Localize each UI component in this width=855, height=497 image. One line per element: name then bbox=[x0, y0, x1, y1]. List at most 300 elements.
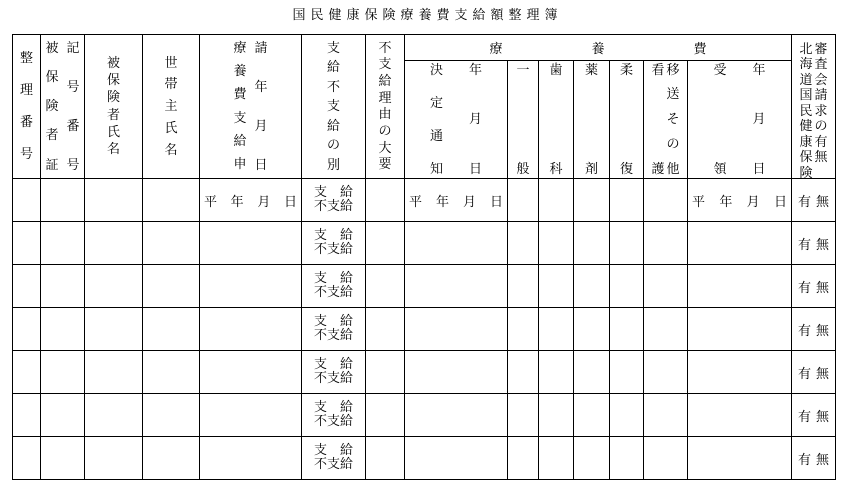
table-row bbox=[13, 265, 836, 308]
header-shikyu-betsu-text bbox=[302, 42, 365, 172]
cell-juryo-date[interactable] bbox=[688, 179, 792, 222]
header-char: 由 bbox=[378, 107, 392, 123]
ryoyohi-group-label bbox=[405, 38, 791, 57]
cell-shikyu-betsu[interactable] bbox=[302, 222, 366, 265]
header-char: 月 bbox=[469, 112, 483, 127]
cell-shimei[interactable] bbox=[85, 265, 143, 308]
date-token: 平 bbox=[204, 194, 218, 210]
header-char: 被 bbox=[106, 55, 120, 71]
cell-shinsei-date[interactable] bbox=[200, 179, 302, 222]
header-char: 月 bbox=[254, 118, 268, 134]
cell-seiri[interactable] bbox=[13, 437, 41, 480]
yesno-options bbox=[792, 363, 835, 382]
header-char: 国 bbox=[799, 88, 813, 103]
header-char: 療 bbox=[489, 42, 503, 57]
table-row bbox=[13, 308, 836, 351]
shikyu-option[interactable]: 不支給 bbox=[313, 457, 353, 472]
header-char: 支 bbox=[326, 99, 340, 114]
cell-juryo-date[interactable] bbox=[688, 437, 792, 480]
date-token: 月 bbox=[257, 194, 271, 210]
yesno-options bbox=[792, 277, 835, 296]
shikyu-option[interactable]: 不支給 bbox=[313, 414, 353, 429]
cell-shimei[interactable] bbox=[85, 394, 143, 437]
header-char: 帯 bbox=[164, 77, 178, 93]
header-char: 号 bbox=[66, 157, 80, 173]
shikyu-option[interactable]: 支 給 bbox=[313, 314, 353, 329]
ledger-table bbox=[12, 34, 836, 480]
cell-hihokensha-sho[interactable] bbox=[41, 308, 85, 351]
header-char: 費 bbox=[233, 87, 247, 103]
cell-juufuku[interactable] bbox=[610, 308, 644, 351]
header-shinsei-nengappi bbox=[200, 35, 302, 179]
cell-shimei[interactable] bbox=[85, 351, 143, 394]
header-char: 薬 bbox=[584, 62, 598, 78]
header-char: 柔 bbox=[619, 62, 633, 78]
date-token: 日 bbox=[773, 194, 787, 210]
header-char: 科 bbox=[549, 161, 563, 177]
cell-shika[interactable] bbox=[539, 394, 574, 437]
shikyu-option[interactable]: 支 給 bbox=[313, 228, 353, 243]
date-token: 平 bbox=[409, 194, 423, 210]
cell-shika[interactable] bbox=[539, 351, 574, 394]
cell-yakuzai[interactable] bbox=[574, 308, 610, 351]
header-char: 大 bbox=[378, 140, 392, 156]
header-char: 支 bbox=[378, 57, 392, 73]
header-char: 支 bbox=[326, 40, 340, 56]
cell-fushikyu-riyu[interactable] bbox=[366, 394, 405, 437]
header-hihokensha-sho-pair bbox=[41, 42, 84, 172]
page-title: 国民健康保険療養費支給額整理簿 bbox=[292, 8, 563, 23]
header-sonota-right bbox=[667, 64, 680, 176]
cell-ippan[interactable] bbox=[508, 351, 539, 394]
header-char: 年 bbox=[254, 79, 268, 95]
header-char: 請 bbox=[814, 88, 828, 103]
cell-shinsakai-umu[interactable] bbox=[792, 179, 836, 222]
cell-ippan[interactable] bbox=[508, 308, 539, 351]
shikyu-option[interactable]: 支 給 bbox=[313, 400, 353, 415]
header-char: 者 bbox=[106, 107, 120, 123]
cell-shimei[interactable] bbox=[85, 437, 143, 480]
cell-shimei[interactable] bbox=[85, 179, 143, 222]
cell-hihokensha-sho[interactable] bbox=[41, 394, 85, 437]
header-char: 養 bbox=[591, 42, 605, 57]
cell-shinsakai-umu[interactable] bbox=[792, 222, 836, 265]
header-char: 不 bbox=[326, 79, 340, 95]
header-hihokensha-shimei-text bbox=[85, 57, 142, 157]
header-juryo-nengappi-pair bbox=[688, 64, 791, 176]
cell-ippan[interactable] bbox=[508, 437, 539, 480]
header-char: 月 bbox=[752, 112, 766, 127]
table-row bbox=[13, 394, 836, 437]
yesno-option[interactable]: 無 bbox=[815, 409, 829, 425]
cell-kettei-date[interactable] bbox=[405, 265, 508, 308]
yesno-option[interactable]: 無 bbox=[815, 323, 829, 339]
cell-juufuku[interactable] bbox=[610, 351, 644, 394]
header-char: 北 bbox=[799, 41, 813, 57]
table-row bbox=[13, 179, 836, 222]
date-token: 月 bbox=[462, 194, 476, 210]
header-char: 給 bbox=[378, 73, 392, 89]
header-shinsakai-pair bbox=[792, 41, 835, 181]
yesno-option[interactable]: 無 bbox=[815, 194, 829, 210]
header-char: 証 bbox=[45, 157, 59, 173]
header-char: 年 bbox=[469, 62, 483, 78]
cell-juryo-date[interactable] bbox=[688, 308, 792, 351]
header-char: 名 bbox=[164, 142, 178, 158]
header-shinsei-nengappi-pair bbox=[200, 42, 301, 172]
cell-yakuzai[interactable] bbox=[574, 394, 610, 437]
cell-seiri[interactable] bbox=[13, 222, 41, 265]
header-char: 整 bbox=[19, 50, 33, 66]
cell-shika[interactable] bbox=[539, 179, 574, 222]
cell-hihokensha-sho[interactable] bbox=[41, 437, 85, 480]
yesno-option[interactable]: 無 bbox=[815, 280, 829, 296]
header-char: 康 bbox=[799, 134, 813, 150]
cell-shinsei-date-tokens bbox=[200, 191, 301, 210]
header-char: 名 bbox=[106, 142, 120, 158]
shikyu-option[interactable]: 支 給 bbox=[313, 357, 353, 372]
cell-hihokensha-sho[interactable] bbox=[41, 265, 85, 308]
yesno-option[interactable]: 有 bbox=[798, 409, 812, 425]
cell-kettei-date-tokens bbox=[405, 191, 507, 210]
date-token: 年 bbox=[230, 194, 244, 210]
header-char: 領 bbox=[713, 161, 727, 177]
cell-fushikyu-riyu[interactable] bbox=[366, 179, 405, 222]
yesno-option[interactable]: 有 bbox=[798, 323, 812, 339]
header-juufuku-text bbox=[610, 64, 643, 176]
cell-shinsakai-umu[interactable] bbox=[792, 394, 836, 437]
cell-shikyu-betsu[interactable] bbox=[302, 394, 366, 437]
cell-shinsei-date[interactable] bbox=[200, 437, 302, 480]
header-char: 知 bbox=[429, 161, 443, 177]
shikyu-option[interactable]: 支 給 bbox=[313, 271, 353, 286]
header-sonota-pair bbox=[644, 64, 687, 176]
cell-yakuzai[interactable] bbox=[574, 437, 610, 480]
cell-fushikyu-riyu[interactable] bbox=[366, 308, 405, 351]
cell-hihokensha-sho[interactable] bbox=[41, 222, 85, 265]
header-char: 般 bbox=[516, 161, 530, 177]
header-fushikyu-riyu bbox=[366, 35, 405, 179]
header-char: 療 bbox=[233, 40, 247, 56]
header-char: 日 bbox=[469, 161, 483, 177]
yesno-option[interactable]: 有 bbox=[798, 194, 812, 210]
cell-shikyu-betsu[interactable] bbox=[302, 265, 366, 308]
cell-setainushi[interactable] bbox=[143, 265, 200, 308]
header-shinsakai-seikyu bbox=[792, 35, 836, 179]
cell-shikyu-betsu[interactable] bbox=[302, 351, 366, 394]
cell-ippan[interactable] bbox=[508, 394, 539, 437]
cell-shika[interactable] bbox=[539, 265, 574, 308]
header-shika-text bbox=[539, 64, 573, 176]
yesno-option[interactable]: 有 bbox=[798, 366, 812, 382]
header-setainushi-shimei-text bbox=[143, 57, 199, 157]
header-char: 受 bbox=[713, 62, 727, 78]
cell-sonota[interactable] bbox=[644, 265, 688, 308]
header-char: 理 bbox=[19, 82, 33, 98]
header-char: 定 bbox=[429, 95, 443, 111]
header-char: 日 bbox=[752, 161, 766, 177]
yesno-options bbox=[792, 406, 835, 425]
cell-ippan[interactable] bbox=[508, 222, 539, 265]
header-char: 民 bbox=[799, 103, 813, 119]
header-sonota bbox=[644, 61, 688, 179]
cell-shikyu-betsu[interactable] bbox=[302, 179, 366, 222]
cell-fushikyu-riyu[interactable] bbox=[366, 351, 405, 394]
header-juryo-nengappi-right bbox=[753, 64, 766, 176]
header-char: 有 bbox=[814, 134, 828, 150]
cell-yakuzai[interactable] bbox=[574, 265, 610, 308]
header-sonota-left bbox=[651, 64, 664, 176]
header-char: 給 bbox=[233, 134, 247, 150]
header-char: 支 bbox=[233, 110, 247, 126]
yesno-option[interactable]: 有 bbox=[798, 452, 812, 468]
header-char: 番 bbox=[66, 118, 80, 134]
header-char: 他 bbox=[666, 161, 680, 177]
header-char: 主 bbox=[164, 99, 178, 114]
header-kettei-tsuchi-left bbox=[430, 64, 443, 176]
cell-hihokensha-sho[interactable] bbox=[41, 351, 85, 394]
header-char: 保 bbox=[45, 69, 59, 85]
header-char: 請 bbox=[254, 40, 268, 56]
header-char: 理 bbox=[378, 90, 392, 106]
shikyu-option[interactable]: 不支給 bbox=[313, 285, 353, 300]
header-shinsei-nengappi-left bbox=[233, 42, 246, 172]
header-char: 養 bbox=[233, 63, 247, 79]
header-hihokensha-sho-left bbox=[45, 42, 58, 172]
header-char: 保 bbox=[106, 72, 120, 88]
cell-seiri[interactable] bbox=[13, 308, 41, 351]
date-token: 月 bbox=[746, 194, 760, 210]
header-shinsakai-right bbox=[815, 42, 828, 166]
date-token: 日 bbox=[283, 194, 297, 210]
cell-juryo-date[interactable] bbox=[688, 222, 792, 265]
cell-fushikyu-riyu[interactable] bbox=[366, 265, 405, 308]
header-hihokensha-sho-right bbox=[67, 42, 80, 172]
cell-kettei-date[interactable] bbox=[405, 437, 508, 480]
header-yakuzai-text bbox=[574, 64, 609, 176]
header-char: 歯 bbox=[549, 62, 563, 78]
cell-yakuzai[interactable] bbox=[574, 179, 610, 222]
cell-juryo-date[interactable] bbox=[688, 394, 792, 437]
header-char: 無 bbox=[814, 150, 828, 165]
cell-sonota[interactable] bbox=[644, 437, 688, 480]
header-char: 年 bbox=[752, 62, 766, 78]
cell-kettei-date[interactable] bbox=[405, 394, 508, 437]
header-char: 申 bbox=[233, 157, 247, 173]
cell-shinsakai-umu[interactable] bbox=[792, 437, 836, 480]
header-shika bbox=[539, 61, 574, 179]
header-kettei-tsuchi-pair bbox=[405, 64, 507, 176]
table-row bbox=[13, 437, 836, 480]
shikyu-option[interactable]: 支 給 bbox=[313, 185, 353, 200]
cell-sonota[interactable] bbox=[644, 394, 688, 437]
header-hihokensha-sho bbox=[41, 35, 85, 179]
header-char: 険 bbox=[106, 90, 120, 106]
header-char: の bbox=[666, 136, 680, 152]
header-char: 氏 bbox=[164, 120, 178, 136]
cell-juufuku[interactable] bbox=[610, 222, 644, 265]
yesno-options bbox=[792, 191, 835, 210]
header-char: の bbox=[326, 138, 340, 153]
cell-shinsei-date[interactable] bbox=[200, 222, 302, 265]
header-ippan-text bbox=[508, 64, 538, 176]
shikyu-option[interactable]: 不支給 bbox=[313, 199, 353, 214]
yesno-options bbox=[792, 234, 835, 253]
header-char: 審 bbox=[814, 41, 828, 57]
cell-setainushi[interactable] bbox=[143, 437, 200, 480]
date-token: 年 bbox=[435, 194, 449, 210]
cell-seiri[interactable] bbox=[13, 179, 41, 222]
yesno-option[interactable]: 無 bbox=[815, 237, 829, 253]
header-ippan bbox=[508, 61, 539, 179]
date-token: 平 bbox=[692, 194, 706, 210]
header-char: 求 bbox=[814, 103, 828, 119]
header-kettei-tsuchi-right bbox=[469, 64, 482, 176]
cell-fushikyu-riyu[interactable] bbox=[366, 437, 405, 480]
cell-kettei-date[interactable] bbox=[405, 351, 508, 394]
shikyu-option[interactable]: 不支給 bbox=[313, 242, 353, 257]
header-char: 通 bbox=[429, 128, 443, 144]
header-kettei-tsuchi bbox=[405, 61, 508, 179]
header-char: 復 bbox=[619, 161, 633, 177]
cell-juufuku[interactable] bbox=[610, 394, 644, 437]
header-char: 看 bbox=[651, 62, 665, 78]
header-char: 要 bbox=[378, 157, 392, 173]
header-char: 不 bbox=[378, 40, 392, 56]
cell-seiri[interactable] bbox=[13, 351, 41, 394]
cell-sonota[interactable] bbox=[644, 179, 688, 222]
yesno-options bbox=[792, 320, 835, 339]
cell-shika[interactable] bbox=[539, 308, 574, 351]
cell-juryo-date-tokens bbox=[688, 191, 791, 210]
header-char: 会 bbox=[814, 72, 828, 88]
yesno-option[interactable]: 有 bbox=[798, 237, 812, 253]
header-char: の bbox=[814, 119, 828, 134]
cell-shika[interactable] bbox=[539, 222, 574, 265]
cell-juufuku[interactable] bbox=[610, 437, 644, 480]
header-char: 号 bbox=[66, 79, 80, 95]
cell-seiri[interactable] bbox=[13, 394, 41, 437]
header-juryo-nengappi bbox=[688, 61, 792, 179]
header-char: 健 bbox=[799, 119, 813, 134]
cell-juufuku[interactable] bbox=[610, 179, 644, 222]
cell-juufuku[interactable] bbox=[610, 265, 644, 308]
cell-setainushi[interactable] bbox=[143, 308, 200, 351]
header-char: 海 bbox=[799, 57, 813, 72]
cell-shikyu-betsu[interactable] bbox=[302, 437, 366, 480]
header-seiri-bango-text bbox=[13, 52, 40, 162]
cell-shinsakai-umu[interactable] bbox=[792, 308, 836, 351]
header-char: 者 bbox=[45, 128, 59, 144]
date-token: 年 bbox=[719, 194, 733, 210]
cell-juryo-date[interactable] bbox=[688, 351, 792, 394]
shikyu-option[interactable]: 不支給 bbox=[313, 328, 353, 343]
header-yakuzai bbox=[574, 61, 610, 179]
header-char: 給 bbox=[326, 60, 340, 75]
header-char: 記 bbox=[66, 40, 80, 56]
yesno-option[interactable]: 無 bbox=[815, 366, 829, 382]
header-shinsei-nengappi-right bbox=[255, 42, 268, 172]
cell-sonota[interactable] bbox=[644, 351, 688, 394]
header-char: 道 bbox=[799, 72, 813, 88]
header-char: 一 bbox=[516, 62, 530, 78]
header-char: 保 bbox=[799, 150, 813, 165]
header-char: 決 bbox=[429, 62, 443, 78]
cell-kettei-date[interactable] bbox=[405, 179, 508, 222]
header-char: 別 bbox=[326, 157, 340, 173]
header-char: 険 bbox=[799, 165, 813, 181]
cell-setainushi[interactable] bbox=[143, 179, 200, 222]
header-char: 送 bbox=[666, 87, 680, 103]
cell-shinsei-date[interactable] bbox=[200, 265, 302, 308]
cell-yakuzai[interactable] bbox=[574, 222, 610, 265]
cell-fushikyu-riyu[interactable] bbox=[366, 222, 405, 265]
cell-juryo-date[interactable] bbox=[688, 265, 792, 308]
header-char: 日 bbox=[254, 157, 268, 173]
cell-ippan[interactable] bbox=[508, 179, 539, 222]
header-juryo-nengappi-left bbox=[713, 64, 726, 176]
cell-ippan[interactable] bbox=[508, 265, 539, 308]
cell-setainushi[interactable] bbox=[143, 394, 200, 437]
cell-setainushi[interactable] bbox=[143, 222, 200, 265]
header-fushikyu-riyu-text bbox=[366, 42, 404, 172]
yesno-option[interactable]: 無 bbox=[815, 452, 829, 468]
cell-sonota[interactable] bbox=[644, 308, 688, 351]
cell-kettei-date[interactable] bbox=[405, 308, 508, 351]
header-char: 移 bbox=[666, 62, 680, 78]
cell-shinsei-date[interactable] bbox=[200, 351, 302, 394]
header-char: 番 bbox=[19, 115, 33, 131]
yesno-option[interactable]: 有 bbox=[798, 280, 812, 296]
cell-hihokensha-sho[interactable] bbox=[41, 179, 85, 222]
date-token: 日 bbox=[489, 194, 503, 210]
header-char: 護 bbox=[651, 161, 665, 177]
cell-shinsei-date[interactable] bbox=[200, 308, 302, 351]
cell-setainushi[interactable] bbox=[143, 351, 200, 394]
header-shikyu-betsu bbox=[302, 35, 366, 179]
header-setainushi-shimei bbox=[143, 35, 200, 179]
cell-shinsei-date[interactable] bbox=[200, 394, 302, 437]
cell-shimei[interactable] bbox=[85, 308, 143, 351]
header-char: 氏 bbox=[106, 125, 120, 141]
cell-shinsakai-umu[interactable] bbox=[792, 351, 836, 394]
cell-shinsakai-umu[interactable] bbox=[792, 265, 836, 308]
header-char: 号 bbox=[19, 147, 33, 163]
cell-shika[interactable] bbox=[539, 437, 574, 480]
header-seiri-bango bbox=[13, 35, 41, 179]
table-row bbox=[13, 222, 836, 265]
header-char: 被 bbox=[45, 40, 59, 56]
header-char: 査 bbox=[814, 57, 828, 72]
header-char: 剤 bbox=[584, 161, 598, 177]
header-shinsakai-left bbox=[799, 41, 813, 181]
cell-yakuzai[interactable] bbox=[574, 351, 610, 394]
header-char: 険 bbox=[45, 99, 59, 114]
yesno-options bbox=[792, 449, 835, 468]
cell-sonota[interactable] bbox=[644, 222, 688, 265]
header-hihokensha-shimei bbox=[85, 35, 143, 179]
table-row bbox=[13, 351, 836, 394]
cell-kettei-date[interactable] bbox=[405, 222, 508, 265]
header-ryoyohi-group bbox=[405, 35, 792, 61]
shikyu-option[interactable]: 不支給 bbox=[313, 371, 353, 386]
cell-shimei[interactable] bbox=[85, 222, 143, 265]
cell-seiri[interactable] bbox=[13, 265, 41, 308]
cell-shikyu-betsu[interactable] bbox=[302, 308, 366, 351]
header-juufuku bbox=[610, 61, 644, 179]
shikyu-option[interactable]: 支 給 bbox=[313, 443, 353, 458]
header-char: の bbox=[378, 124, 392, 140]
